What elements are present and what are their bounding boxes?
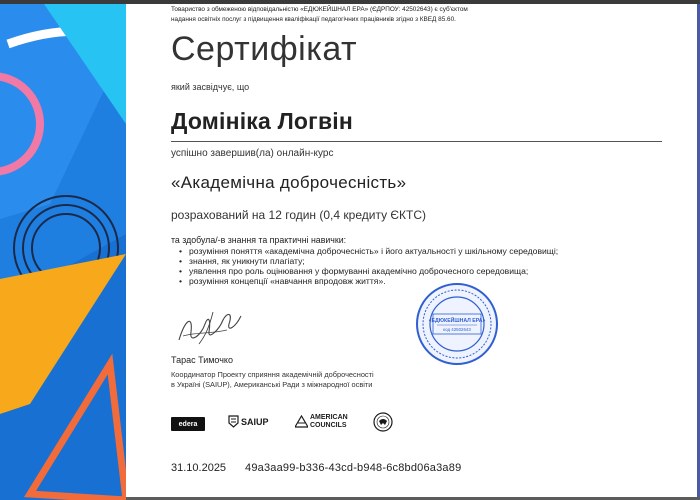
american-councils-logo [295,414,348,429]
skill-item: • уявлення про роль оцінювання у формуванні академічно доброчесного середовища; [179,266,659,276]
stamp-center-text: «ЕДЮКЕЙШНАЛ ЕРА» [428,318,486,324]
completed-text: успішно завершив(ла) онлайн-курс [171,148,334,159]
saiup-label: SAIUP [241,416,269,427]
skills-intro: та здобула/-в знання та практичні навички: [171,235,347,245]
skill-item: • знання, як уникнути плагіату; [179,256,659,266]
witness-text: який засвідчує, що [171,82,250,92]
partner-logos [171,412,431,438]
official-stamp [415,282,499,371]
signature-image [175,306,245,355]
certificate-content [171,0,671,500]
edera-logo: edera [171,417,205,431]
name-underline [171,141,662,142]
signer-role [171,370,451,390]
skills-list [179,246,659,286]
issue-date: 31.10.2025 [171,462,227,474]
stamp-code-text: код 42502643 [443,327,471,332]
american-councils-line-2: COUNCILS [310,421,347,429]
saiup-logo [228,415,269,428]
provider-line-2: надання освітніх послуг з підвищення кваліфікації педагогічних працівників згідно з КВЕД 85.60. [171,15,456,23]
signer-role-line-1: Координатор Проекту сприяння академічній доброчесності [171,370,374,379]
signer-role-line-2: в Україні (SAIUP), Американські Ради з міжнародної освіти [171,380,373,389]
recipient-name: Домініка Логвін [171,108,353,134]
american-councils-label [310,414,348,429]
decorative-shapes [0,4,126,500]
signer-name: Тарас Тимочко [171,355,233,365]
american-councils-icon [295,415,308,428]
course-title: «Академічна доброчесність» [171,173,407,192]
certificate-title: Сертифікат [171,30,358,68]
us-embassy-seal-icon [373,412,393,432]
american-councils-line-1: AMERICAN [310,414,348,421]
stamp-seal [415,282,499,366]
skill-item: • розуміння концепції «навчання впродовж життя». [179,276,659,286]
provider-line-1: Товариство з обмеженою відповідальністю «ЕДЮКЕЙШНАЛ ЕРА» (ЄДРПОУ: 42502643) є суб'єктом [171,6,468,13]
course-hours: розрахований на 12 годин (0,4 кредиту ЄКТС) [171,208,427,222]
provider-info [171,5,551,24]
skill-item: • розуміння поняття «академічна доброчесність» і його актуальності у шкільному середовищі; [179,246,659,256]
certificate-id: 49a3aa99-b336-43cd-b948-6c8bd06a3a89 [245,462,462,474]
signature-scribble [175,306,245,350]
decorative-panel [0,4,126,500]
saiup-icon [228,415,239,428]
